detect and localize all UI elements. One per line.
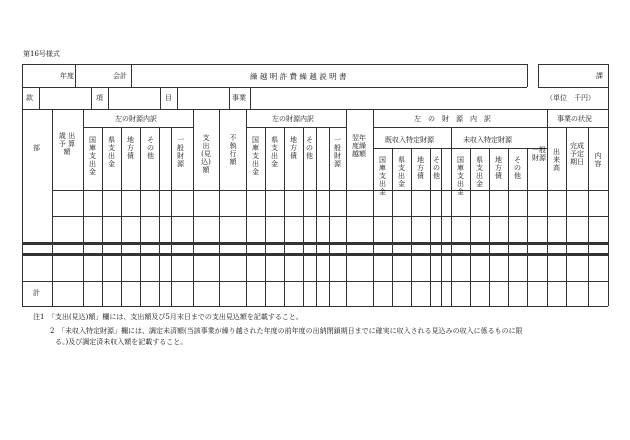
document-title: 繰 越 明 許 費 繰 越 説 明 書 bbox=[250, 72, 347, 81]
note-1: 注1 「支出(見込)額」欄には、支出額及び5月末日までの支出見込額を記載すること。 bbox=[33, 313, 303, 321]
dekidaka-header: 出来高 bbox=[553, 148, 560, 172]
form-number: 第16号様式 bbox=[23, 50, 60, 58]
left-breakdown-header: 左の財源内訳 bbox=[115, 115, 157, 123]
nendo-label: 年度 bbox=[60, 72, 74, 80]
naiyou-header: 内容 bbox=[594, 152, 602, 168]
sonota-header-4: その他 bbox=[514, 156, 521, 180]
kenshi-header-4: 県支出金 bbox=[476, 156, 483, 188]
kenshi-header-1: 県支出金 bbox=[108, 136, 115, 168]
kokko-header-3: 国庫支出金 bbox=[379, 156, 386, 196]
note-3: る。)及び調定済未収入額を記載すること。 bbox=[55, 338, 188, 346]
chihousai-header-1: 地方債 bbox=[127, 136, 134, 160]
unit-label: （単位 千円） bbox=[546, 94, 595, 102]
bu-header: 部 bbox=[33, 144, 40, 152]
mishu-tokutei-header: 未収入特定財源 bbox=[463, 136, 512, 144]
fushikkou-header: 不 執 行 額 bbox=[229, 134, 237, 166]
jigyo-jokyo-header: 事業の状況 bbox=[557, 115, 592, 123]
note-2: 2 「未収入特定財源」欄には、調定未済額(当該事業が繰り越された年度の前年度の出納閉鎖期日までに確実に収入される見込みの収入に係るものに限 bbox=[50, 327, 523, 335]
ka-label: 課 bbox=[596, 72, 603, 80]
sonota-header-1: その他 bbox=[147, 136, 154, 160]
kou-label: 項 bbox=[96, 94, 103, 102]
shishutsu-mikomi-header: 支 出 (見込) 額 bbox=[201, 134, 211, 174]
kokko-header-1: 国庫支出金 bbox=[89, 136, 96, 176]
jigyo-label: 事業 bbox=[232, 94, 246, 102]
kenshi-header-3: 県支出金 bbox=[398, 156, 405, 188]
kansei-yotei-header: 完成予定期日 bbox=[570, 142, 584, 166]
saishutsu-yosan-header: 歳 出 予 算 額 bbox=[58, 132, 76, 156]
ippan-header-1: 一般財源 bbox=[177, 136, 184, 168]
kishu-tokutei-header: 既収入特定財源 bbox=[385, 136, 434, 144]
chihousai-header-2: 地方債 bbox=[290, 136, 297, 160]
right-breakdown-header: 左 の 財 源 内 訳 bbox=[414, 115, 491, 123]
ippan-header-2: 一般財源 bbox=[334, 136, 341, 168]
kaikei-label: 会計 bbox=[113, 72, 127, 80]
sonota-header-2: その他 bbox=[306, 136, 313, 160]
sonota-header-3: その他 bbox=[433, 156, 440, 180]
kokko-header-4: 国庫支出金 bbox=[457, 156, 464, 196]
yokunendo-kurikoshi-header: 翌年度繰越額 bbox=[352, 134, 366, 158]
chihousai-header-3: 地方債 bbox=[417, 156, 424, 180]
kokko-header-2: 国庫支出金 bbox=[252, 136, 259, 176]
kenshi-header-2: 県支出金 bbox=[271, 136, 278, 168]
total-row-label: 計 bbox=[33, 289, 40, 297]
left-breakdown-header-2: 左の財源内訳 bbox=[272, 115, 314, 123]
ippan-header-3: 一般財源 bbox=[532, 146, 546, 162]
chihousai-header-4: 地方債 bbox=[495, 156, 502, 180]
kan-label: 款 bbox=[26, 94, 33, 102]
moku-label: 目 bbox=[165, 94, 172, 102]
